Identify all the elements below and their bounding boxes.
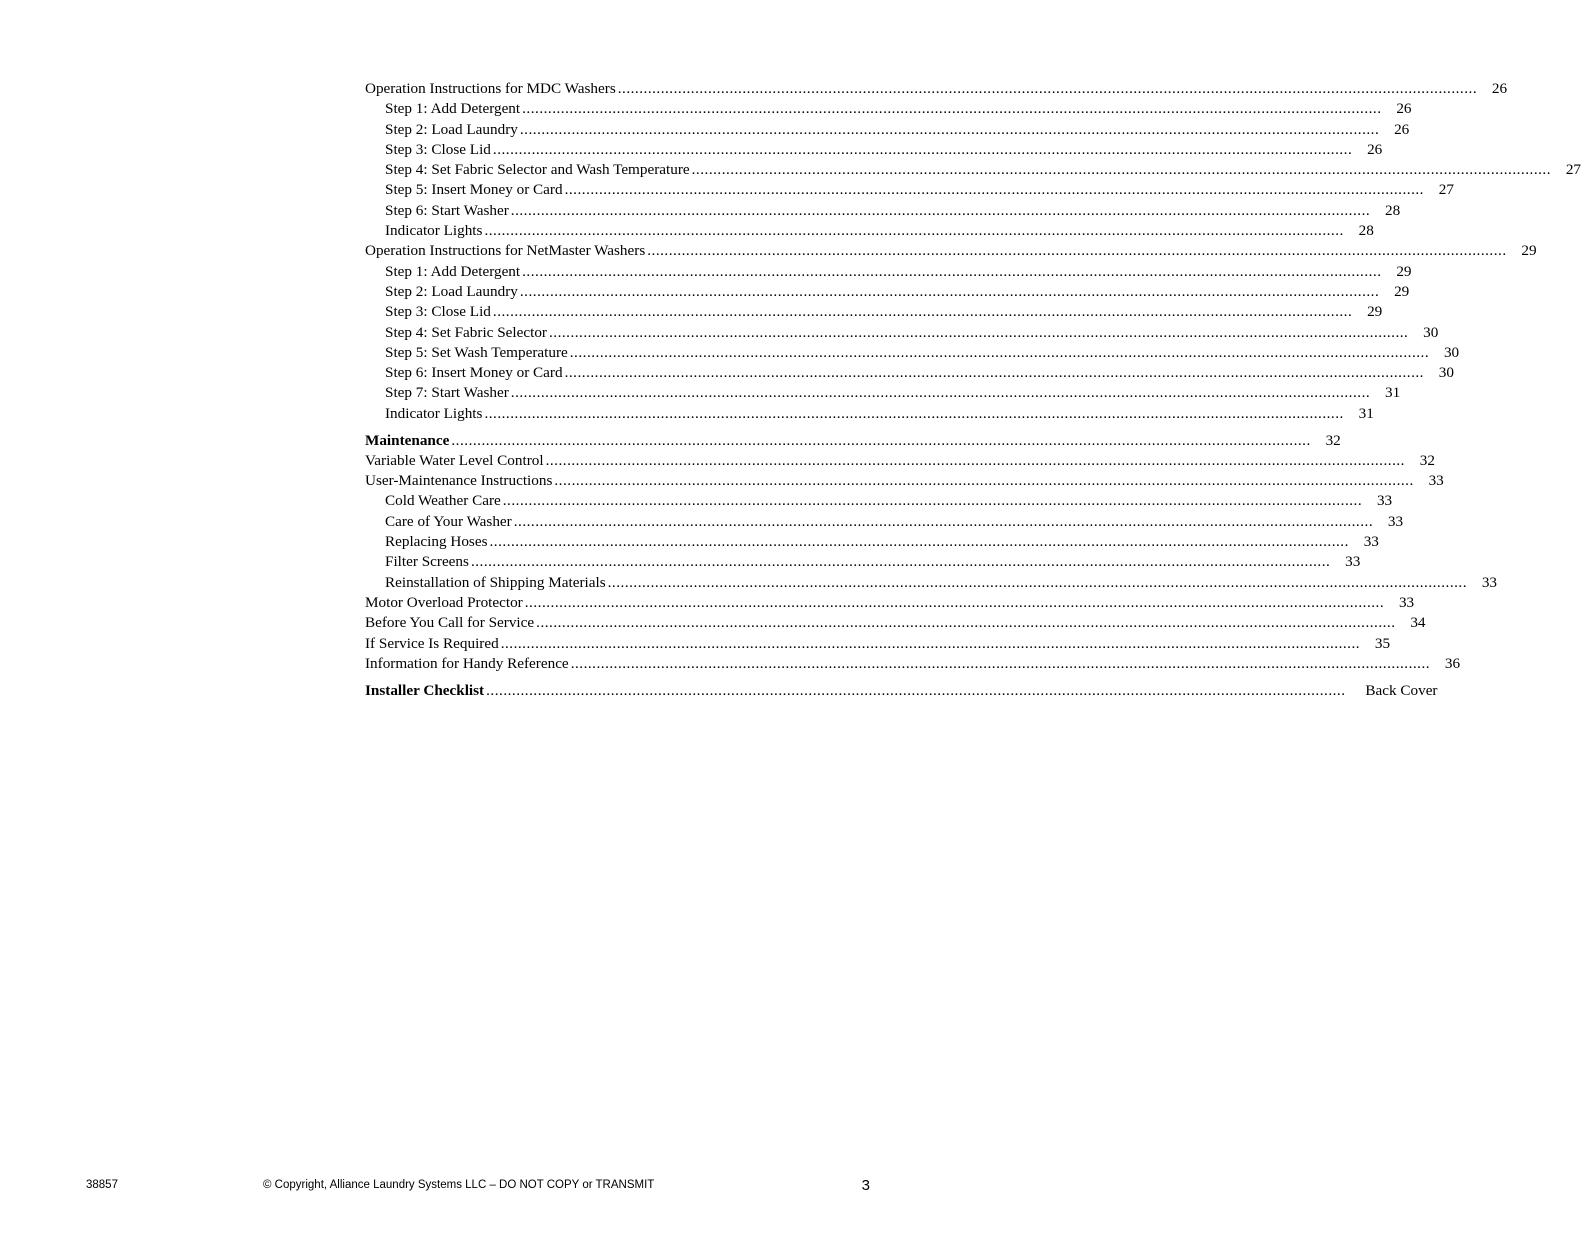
dot-leader: ........................................................................................................................................................................................................ bbox=[492, 303, 1353, 321]
toc-entry-page: 33 bbox=[1428, 472, 1444, 490]
toc-entry bbox=[365, 613, 1426, 633]
toc-entry bbox=[365, 99, 1412, 119]
toc-entry-title: Indicator Lights bbox=[385, 222, 483, 240]
dot-leader: ........................................................................................................................................................................................................ bbox=[554, 472, 1414, 490]
dot-leader: ........................................................................................................................................................................................................ bbox=[510, 201, 1371, 219]
dot-leader: ........................................................................................................................................................................................................ bbox=[548, 323, 1409, 341]
toc-entry-page: 28 bbox=[1384, 201, 1401, 219]
dot-leader: ........................................................................................................................................................................................................ bbox=[484, 222, 1344, 240]
toc-entry bbox=[365, 552, 1361, 572]
toc-entry bbox=[365, 323, 1439, 343]
toc-entry-title: User-Maintenance Instructions bbox=[365, 472, 553, 490]
dot-leader: ........................................................................................................................................................................................................ bbox=[484, 404, 1344, 422]
toc-entry bbox=[365, 120, 1410, 140]
toc-entry-title: Step 2: Load Laundry bbox=[385, 120, 518, 138]
dot-leader: ........................................................................................................................................................................................................ bbox=[564, 181, 1424, 199]
toc-entry-page: 27 bbox=[1438, 181, 1454, 199]
toc-entry-page: 36 bbox=[1444, 654, 1461, 672]
toc-entry-title: Step 3: Close Lid bbox=[385, 140, 491, 158]
toc-entry-page: 32 bbox=[1419, 451, 1435, 469]
dot-leader: ........................................................................................................................................................................................................ bbox=[451, 431, 1311, 449]
dot-leader: ........................................................................................................................................................................................................ bbox=[519, 282, 1380, 300]
toc-entry-title: Before You Call for Service bbox=[365, 614, 535, 632]
dot-leader: ........................................................................................................................................................................................................ bbox=[522, 262, 1382, 280]
toc-entry bbox=[365, 343, 1460, 363]
toc-entry-page: 30 bbox=[1423, 323, 1439, 341]
toc-entry-title: Information for Handy Reference bbox=[365, 654, 569, 672]
toc-entry-title: Step 5: Set Wash Temperature bbox=[385, 343, 568, 361]
toc-entry bbox=[365, 654, 1461, 674]
toc-entry-page: 30 bbox=[1443, 343, 1460, 361]
toc-entry-page: 34 bbox=[1410, 614, 1426, 632]
toc-entry-title: Operation Instructions for NetMaster Washers bbox=[365, 242, 646, 260]
toc-entry bbox=[365, 383, 1401, 403]
toc-entry bbox=[365, 79, 1508, 99]
dot-leader: ........................................................................................................................................................................................................ bbox=[569, 343, 1430, 361]
toc-entry-page: 30 bbox=[1438, 364, 1454, 382]
dot-leader: ........................................................................................................................................................................................................ bbox=[570, 654, 1431, 672]
toc-entry-page: 28 bbox=[1358, 222, 1374, 240]
toc-entry-page: 29 bbox=[1367, 303, 1383, 321]
page-number: 3 bbox=[861, 1177, 870, 1194]
dot-leader: ........................................................................................................................................................................................................ bbox=[564, 364, 1424, 382]
dot-leader: ........................................................................................................................................................................................................ bbox=[545, 451, 1405, 469]
dot-leader: ........................................................................................................................................................................................................ bbox=[470, 553, 1331, 571]
page-footer bbox=[0, 1176, 954, 1200]
toc-entry bbox=[365, 471, 1444, 491]
copyright-notice: © Copyright, Alliance Laundry Systems LLC – DO NOT COPY or TRANSMIT bbox=[263, 1179, 655, 1191]
dot-leader: ........................................................................................................................................................................................................ bbox=[524, 593, 1385, 611]
toc-entry-title: Step 6: Insert Money or Card bbox=[385, 364, 563, 382]
toc-entry-title: Step 1: Add Detergent bbox=[385, 100, 521, 118]
toc-entry bbox=[365, 180, 1454, 200]
toc-entry-title: Operation Instructions for MDC Washers bbox=[365, 80, 616, 97]
toc-entry bbox=[365, 160, 1581, 180]
toc-entry-page: 35 bbox=[1374, 634, 1391, 652]
toc-entry-page: 33 bbox=[1363, 533, 1379, 551]
toc-entry bbox=[365, 512, 1404, 532]
toc-entry-title: Step 6: Start Washer bbox=[385, 201, 509, 219]
toc-entry bbox=[365, 241, 1537, 261]
toc-entry-page: 26 bbox=[1396, 100, 1412, 118]
dot-leader: ........................................................................................................................................................................................................ bbox=[489, 533, 1349, 551]
toc-entry-page: 26 bbox=[1367, 140, 1383, 158]
toc-entry-title: Step 3: Close Lid bbox=[385, 303, 491, 321]
toc-entry-page: 29 bbox=[1396, 262, 1412, 280]
toc-entry-page: 33 bbox=[1387, 512, 1404, 530]
toc-entry-title: Step 5: Insert Money or Card bbox=[385, 181, 563, 199]
toc-entry-title: Step 4: Set Fabric Selector bbox=[385, 323, 547, 341]
dot-leader: ........................................................................................................................................................................................................ bbox=[607, 573, 1467, 591]
toc-entry-page: 33 bbox=[1481, 573, 1497, 591]
toc-entry bbox=[365, 681, 1438, 701]
dot-leader: ........................................................................................................................................................................................................ bbox=[502, 492, 1363, 510]
toc-entry-title: Motor Overload Protector bbox=[365, 593, 523, 611]
dot-leader: ........................................................................................................................................................................................................ bbox=[522, 100, 1382, 118]
toc-entry-title: Variable Water Level Control bbox=[365, 451, 544, 469]
dot-leader: ........................................................................................................................................................................................................ bbox=[647, 242, 1507, 260]
dot-leader: ........................................................................................................................................................................................................ bbox=[492, 140, 1353, 158]
dot-leader: ........................................................................................................................................................................................................ bbox=[486, 681, 1346, 699]
toc-entry bbox=[365, 532, 1379, 552]
table-of-contents bbox=[365, 79, 1581, 701]
toc-entry-title: Cold Weather Care bbox=[385, 492, 501, 510]
toc-entry-page: 29 bbox=[1394, 282, 1410, 300]
toc-entry-title: Step 1: Add Detergent bbox=[385, 262, 521, 280]
toc-entry bbox=[365, 593, 1415, 613]
toc-entry-title: Step 7: Start Washer bbox=[385, 384, 509, 402]
toc-entry bbox=[365, 491, 1393, 511]
toc-entry bbox=[365, 262, 1412, 282]
dot-leader: ........................................................................................................................................................................................................ bbox=[513, 512, 1374, 530]
dot-leader: ........................................................................................................................................................................................................ bbox=[536, 614, 1396, 632]
toc-entry-title: Maintenance bbox=[365, 431, 450, 449]
toc-entry-title: Reinstallation of Shipping Materials bbox=[385, 573, 606, 591]
toc-entry bbox=[365, 634, 1391, 654]
toc-entry-page: 26 bbox=[1394, 120, 1410, 138]
toc-entry-page: 33 bbox=[1398, 593, 1415, 611]
toc-entry bbox=[365, 363, 1454, 383]
toc-entry-page: 27 bbox=[1565, 161, 1581, 179]
dot-leader: ........................................................................................................................................................................................................ bbox=[691, 161, 1551, 179]
toc-entry bbox=[365, 282, 1410, 302]
toc-entry-title: Indicator Lights bbox=[385, 404, 483, 422]
dot-leader: ........................................................................................................................................................................................................ bbox=[500, 634, 1361, 652]
toc-entry-page: 26 bbox=[1491, 80, 1508, 97]
toc-entry-title: Care of Your Washer bbox=[385, 512, 512, 530]
toc-entry-title: Step 4: Set Fabric Selector and Wash Temperature bbox=[385, 161, 690, 179]
toc-entry bbox=[365, 573, 1497, 593]
toc-entry bbox=[365, 201, 1401, 221]
toc-entry bbox=[365, 431, 1341, 451]
dot-leader: ........................................................................................................................................................................................................ bbox=[519, 120, 1380, 138]
toc-entry bbox=[365, 221, 1374, 241]
toc-entry-page: 33 bbox=[1345, 553, 1361, 571]
document-number: 38857 bbox=[86, 1179, 118, 1191]
toc-entry bbox=[365, 451, 1435, 471]
toc-entry-title: Filter Screens bbox=[385, 553, 469, 571]
toc-entry-title: Installer Checklist bbox=[365, 681, 485, 699]
toc-entry bbox=[365, 404, 1374, 424]
toc-entry bbox=[365, 302, 1383, 322]
toc-entry-title: Step 2: Load Laundry bbox=[385, 282, 518, 300]
toc-entry-page: 31 bbox=[1358, 404, 1374, 422]
toc-entry-title: Replacing Hoses bbox=[385, 533, 488, 551]
toc-entry-page: 31 bbox=[1384, 384, 1401, 402]
toc-entry-title: If Service Is Required bbox=[365, 634, 499, 652]
toc-entry-page: 33 bbox=[1376, 492, 1393, 510]
toc-entry bbox=[365, 140, 1383, 160]
toc-entry-page: 32 bbox=[1325, 431, 1341, 449]
toc-entry-page: 29 bbox=[1521, 242, 1537, 260]
toc-entry-page: Back Cover bbox=[1365, 681, 1438, 699]
dot-leader: ........................................................................................................................................................................................................ bbox=[617, 80, 1478, 97]
dot-leader: ........................................................................................................................................................................................................ bbox=[510, 384, 1371, 402]
